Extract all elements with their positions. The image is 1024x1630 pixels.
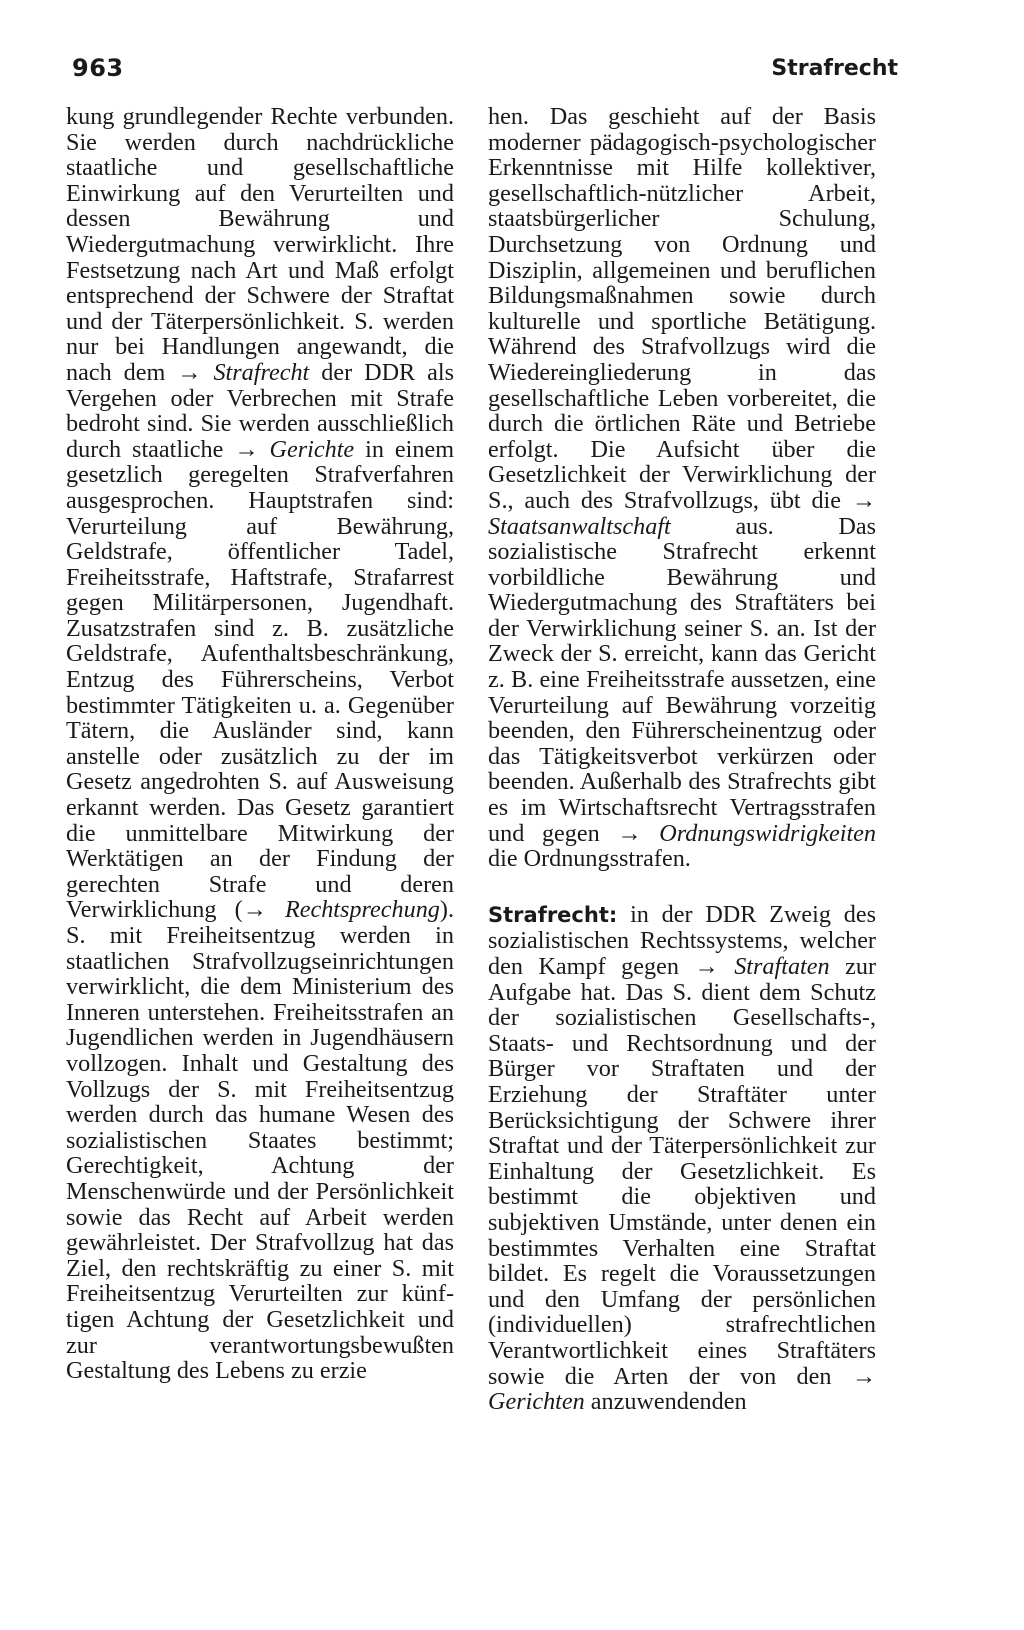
cross-reference-arrow-icon: → (617, 819, 642, 847)
right-column (488, 104, 876, 1415)
text-segment: kung grundlegender Rechte verbunden. Sie werden durch nachdrückliche staatliche und gesellschaftliche Einwirkung auf den Verurteilten und dessen Bewährung und Wiedergutmachung verwirklicht. Ihre Festsetzung nach Art und Maß erfolgt entsprechend der Schwere der Straftat und der Täterpersönlichkeit. S. werden nur bei Handlungen angewandt, die nach dem (66, 103, 454, 386)
lemma-headword: Strafrecht: (488, 902, 618, 927)
cross-reference-gerichte[interactable]: Gerichte (269, 435, 355, 463)
text-segment: die Ordnungsstrafen. (488, 845, 691, 873)
text-segment: anzuwendenden (590, 1388, 747, 1416)
left-column (66, 104, 454, 1384)
cross-reference-gerichten[interactable]: Gerichten (488, 1388, 585, 1416)
text-segment: hen. Das geschieht auf der Basis moderner pädagogisch-psychologischer Erkenntnisse mit Hilfe kollektiver, gesellschaftlich-nützlicher Arbeit, staatsbürgerlicher Schulung, Durchsetzung von Ordnung und Disziplin, allgemeinen und beruflichen Bildungsmaßnahmen sowie durch kulturelle und sportliche Betätigung. Während des Strafvollzugs wird die Wiedereingliederung in das gesellschaftliche Leben vorbereitet, die durch die örtlichen Räte und Betriebe erfolgt. Die Aufsicht über die Gesetzlichkeit der Verwirklichung der S., auch des Strafvollzugs, übt die (488, 103, 876, 514)
cross-reference-strafrecht[interactable]: Strafrecht (213, 358, 310, 386)
text-segment: in der DDR Zweig des sozialistischen Rechtssystems, welcher den Kampf gegen (488, 900, 876, 980)
text-segment: in einem gesetzlich geregelten Strafverfahren ausgesprochen. Hauptstrafen sind: Verurteilung auf Bewährung, Geldstrafe, öffentlicher Tadel, Freiheitsstrafe, Haftstrafe, Strafarrest gegen Militärpersonen, Jugendhaft. Zusatzstrafen sind z. B. zusätzliche Geldstrafe, Aufenthaltsbeschränkung, Entzug des Führerscheins, Verbot bestimmter Tätigkeiten u. a. Gegenüber Tätern, die Ausländer sind, kann anstelle oder zusätzlich zu der im Gesetz angedrohten S. auf Ausweisung erkannt werden. Das Gesetz garantiert die unmittelbare Mitwirkung der Werktätigen an der Findung der gerechten Strafe und deren Verwirklichung ( (66, 435, 455, 924)
entry-strafrecht (488, 902, 876, 1415)
cross-reference-rechtsprechung[interactable]: Rechtsprechung (284, 896, 440, 924)
cross-reference-staatsanwaltschaft[interactable]: Staatsanwaltschaft (488, 512, 671, 540)
cross-reference-ordnungswidrigkeiten[interactable]: Ordnungswidrigkeiten (659, 819, 877, 847)
entry-continuation-text (66, 104, 454, 1384)
cross-reference-arrow-icon: → (851, 486, 876, 514)
entry-separator (488, 872, 876, 902)
cross-reference-straftaten[interactable]: Straftaten (734, 953, 830, 980)
text-segment: aus. Das sozialistische Strafrecht erkennt vorbildliche Bewährung und Wiedergutmachung des Straftäters bei der Verwirklichung seiner S. an. Ist der Zweck der S. erreicht, kann das Gericht z. B. eine Freiheitsstrafe aussetzen, eine Verurteilung auf Bewährung vorzeitig beenden, den Führerscheinentzug oder das Tätigkeitsverbot verkürzen oder beenden. Außerhalb des Strafrechts gibt es im Wirtschaftsrecht Vertragsstrafen und gegen (488, 512, 877, 847)
cross-reference-arrow-icon: → (694, 953, 719, 980)
cross-reference-arrow-icon: → (234, 435, 259, 463)
text-segment: der DDR als Vergehen oder Verbrechen mit Strafe bedroht sind. Sie werden ausschließlich durch staatliche (66, 358, 455, 463)
entry-continuation-text (488, 104, 876, 872)
running-head: Strafrecht (771, 56, 898, 81)
text-segment: ). S. mit Freiheitsentzug werden in staatlichen Strafvollzugseinrichtungen verwirklicht, die dem Ministerium des Inneren unterstehen. Freiheitsstrafen an Jugendlichen werden in Jugendhäusern vollzogen. Inhalt und Gestaltung des Vollzugs der S. mit Freiheitsentzug werden durch das humane Wesen des sozialistischen Staates bestimmt; Gerechtigkeit, Achtung der Menschenwürde und der Persönlichkeit sowie das Recht auf Arbeit werden gewährleistet. Der Strafvollzug hat das Ziel, den rechtskräftig zu einer S. mit Freiheitsentzug Verurteilten zur künftigen Achtung der Gesetzlichkeit und zur verantwortungsbewußten Gestaltung des Lebens zu erzie (66, 896, 454, 1385)
cross-reference-arrow-icon: → (242, 896, 267, 924)
text-segment: zur Aufgabe hat. Das S. dient dem Schutz der sozialistischen Gesellschafts-, Staats- und Rechtsordnung und der Bürger vor Straftaten und der Erziehung der Straftäter unter Berücksichtigung der Schwere ihrer Straftat und der Täterpersönlichkeit zur Einhaltung der Gesetzlichkeit. Es bestimmt die objektiven und subjektiven Umstände, unter denen ein bestimmtes Verhalten eine Straftat bildet. Es regelt die Voraussetzungen und den Umfang der persönlichen (individuellen) strafrechtlichen Verantwortlichkeit eines Straftäters sowie die Arten der von den (488, 953, 877, 1390)
page-number: 963 (72, 54, 124, 82)
cross-reference-arrow-icon: → (851, 1362, 877, 1390)
cross-reference-arrow-icon: → (177, 358, 202, 386)
